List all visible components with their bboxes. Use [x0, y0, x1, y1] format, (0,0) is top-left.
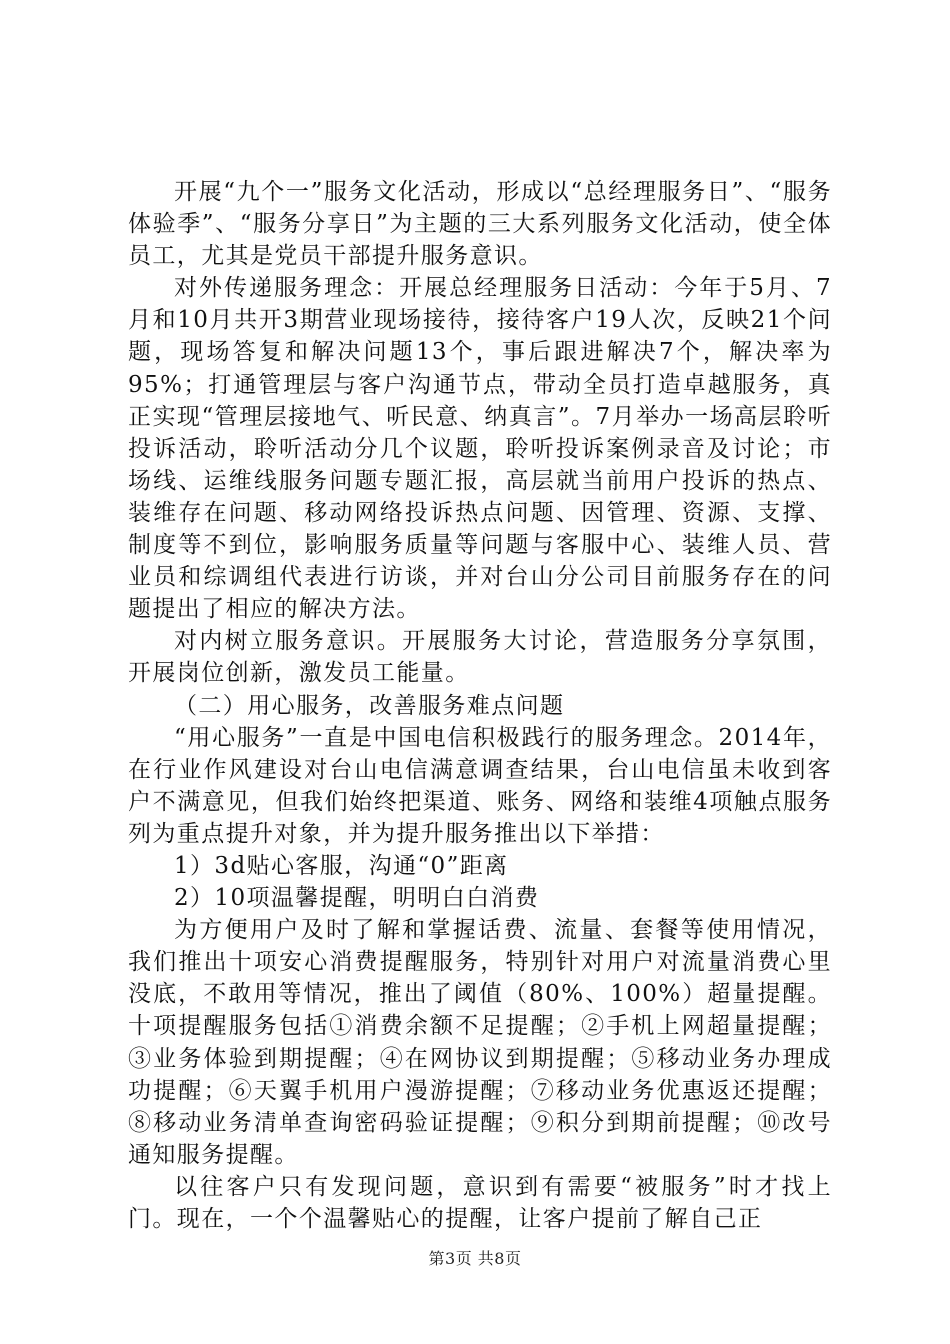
- paragraph-reminder-details: 为方便用户及时了解和掌握话费、流量、套餐等使用情况，我们推出十项安心消费提醒服务，特别针对用户对流量消费心里没底，不敢用等情况，推出了阈值（80%、100%）超量提醒。十项提醒服务包括①消费余额不足提醒；②手机上网超量提醒；③业务体验到期提醒；④在网协议到期提醒；⑤移动业务办理成功提醒；⑥天翼手机用户漫游提醒；⑦移动业务优惠返还提醒；⑧移动业务清单查询密码验证提醒；⑨积分到期前提醒；⑩改号通知服务提醒。: [128, 917, 832, 1168]
- page-footer: 第3页 共8页: [428, 1249, 522, 1268]
- list-item-10-reminders: 2）10项温馨提醒，明明白白消费: [174, 885, 540, 912]
- section-heading: （二）用心服务，改善服务难点问题: [174, 692, 565, 719]
- paragraph-service-culture: 开展“九个一”服务文化活动，形成以“总经理服务日”、“服务体验季”、“服务分享日”为主题的三大系列服务文化活动，使全体员工，尤其是党员干部提升服务意识。: [128, 179, 832, 270]
- list-item-3d-service: 1）3d贴心客服，沟通“0”距离: [174, 852, 509, 879]
- body-text: [128, 176, 832, 1235]
- paragraph-external-service: 对外传递服务理念：开展总经理服务日活动：今年于5月、7月和10月共开3期营业现场接待，接待客户19人次，反映21个问题，现场答复和解决问题13个，事后跟进解决7个，解决率为95%；打通管理层与客户沟通节点，带动全员打造卓越服务，真正实现“管理层接地气、听民意、纳真言”。7月举办一场高层聆听投诉活动，聆听活动分几个议题，聆听投诉案例录音及讨论；市场线、运维线服务问题专题汇报，高层就当前用户投诉的热点、装维存在问题、移动网络投诉热点问题、因管理、资源、支撑、制度等不到位，影响服务质量等问题与客服中心、装维人员、营业员和综调组代表进行访谈，并对台山分公司目前服务存在的问题提出了相应的解决方法。: [128, 275, 832, 623]
- paragraph-customer-change: 以往客户只有发现问题，意识到有需要“被服务”时才找上门。现在，一个个温馨贴心的提醒，让客户提前了解自己正: [128, 1173, 832, 1232]
- paragraph-attentive-service: “用心服务”一直是中国电信积极践行的服务理念。2014年，在行业作风建设对台山电信满意调查结果，台山电信虽未收到客户不满意见，但我们始终把渠道、账务、网络和装维4项触点服务列为重点提升对象，并为提升服务推出以下举措：: [128, 724, 832, 847]
- paragraph-internal-awareness: 对内树立服务意识。开展服务大讨论，营造服务分享氛围，开展岗位创新，激发员工能量。: [128, 628, 832, 687]
